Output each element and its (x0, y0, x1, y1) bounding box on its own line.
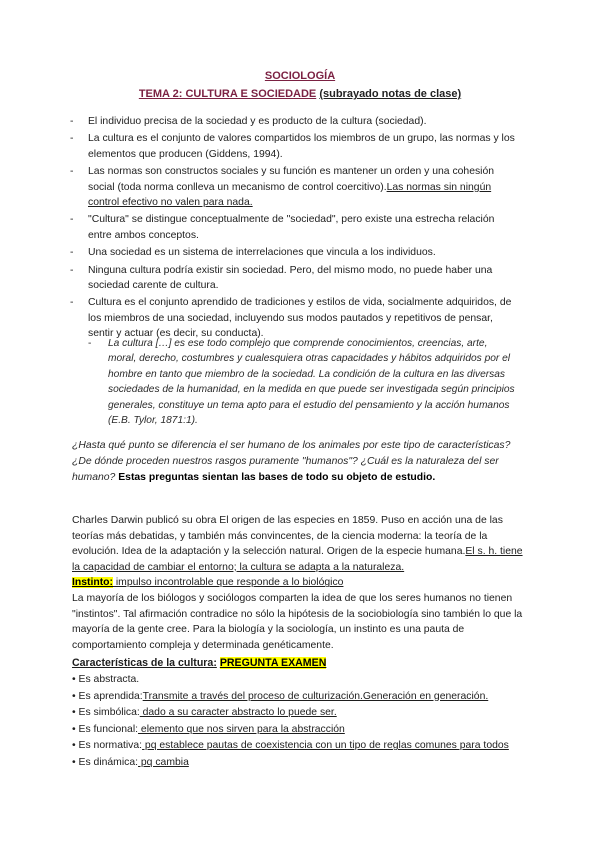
list-item: • Es simbólica: dado a su caracter abstracto lo puede ser. (72, 707, 337, 719)
question-conclusion: Estas preguntas sientan las bases de todo su objeto de estudio. (118, 472, 436, 483)
list-item: - Ninguna cultura podría existir sin sociedad. Pero, del mismo modo, no puede haber una sociedad carente de cultura. (88, 263, 518, 294)
bullet-list (88, 114, 518, 344)
instinto-definition: impulso incontrolable que responde a lo biológico (112, 577, 344, 589)
instinto-paragraph: La mayoría de los biólogos y sociólogos comparten la idea de que los seres humanos no tienen "instintos". Tal afirmación contradice no sólo la hipótesis de la sociobiología sino también lo que la mayoría de la gente cree. Para la biología y la sociología, un instinto es una pauta de comportamiento compleja y determinada genéticamente. (72, 592, 523, 651)
question-paragraph (72, 438, 532, 486)
list-item: - "Cultura" se distingue conceptualmente de "sociedad", pero existe una estrecha relación entre ambos conceptos. (88, 212, 518, 243)
instinto-label: Instinto: (72, 577, 113, 589)
list-item: - Cultura es el conjunto aprendido de tradiciones y estilos de vida, socialmente adquiridos, de los miembros de una sociedad, incluyendo sus modos pautados y repetitivos de pensar, sentir y actuar (es decir, su conducta). (88, 295, 518, 341)
darwin-paragraph (72, 513, 532, 653)
list-item: • Es normativa: pq establece pautas de coexistencia con un tipo de reglas comunes para todos (72, 740, 509, 752)
list-item: - Una sociedad es un sistema de interrelaciones que vincula a los individuos. (88, 245, 518, 260)
darwin-underlined: El s. h. tiene la capacidad de cambiar el entorno; la cultura se adapta a la naturaleza. (72, 546, 523, 573)
quote-text: La cultura […] es ese todo complejo que comprende conocimientos, creencias, arte, moral, derecho, costumbres y cualesquiera otras capacidades y hábitos adquiridos por el hombre en tanto que miembro de la sociedad. La condición de la cultura en las diversas sociedades de la humanidad, en la medida en que puede ser investigada según principios generales, constituye un tema apto para el estudio del pensamiento y la acción humanos (E.B. Tylor, 1871:1). (108, 338, 515, 427)
exam-badge: PREGUNTA EXAMEN (219, 657, 327, 669)
darwin-text: Charles Darwin publicó su obra El origen de las especies en 1859. Puso en acción una de las teorías más debatidas, y también más convincentes, de la ciencia moderna: la teoría de la evolución. Idea de la adaptación y la selección natural. Origen de la especie humana. (72, 515, 503, 558)
subtitle-note: (subrayado notas de clase) (319, 88, 462, 100)
list-item: - La cultura es el conjunto de valores compartidos los miembros de un grupo, las normas y los elementos que producen (Giddens, 1994). (88, 131, 518, 162)
caracteristicas-heading: Características de la cultura: PREGUNTA EXAMEN (72, 657, 327, 669)
page-subtitle (0, 88, 600, 100)
list-item: • Es funcional: elemento que nos sirven para la abstracción (72, 723, 345, 735)
underlined-note: Las normas sin ningún control efectivo no valen para nada. (88, 181, 492, 209)
list-item: • Es aprendida:Transmite a través del proceso de culturización.Generación en generación. (72, 690, 489, 702)
subtitle-main: TEMA 2: CULTURA E SOCIEDADE (138, 88, 317, 100)
caracteristicas-list (72, 672, 532, 772)
list-item: - El individuo precisa de la sociedad y es producto de la cultura (sociedad). (88, 114, 518, 129)
list-item: • Es abstracta. (72, 674, 140, 685)
tylor-quote: - La cultura […] es ese todo complejo que comprende conocimientos, creencias, arte, moral, derecho, costumbres y cualesquiera otras capacidades y hábitos adquiridos por el hombre en tanto que miembro de la sociedad. La condición de la cultura en las diversas sociedades de la humanidad, en la medida en que puede ser investigada según principios generales, constituye un tema apto para el estudio del pensamiento y la acción humanos (E.B. Tylor, 1871:1). (88, 338, 515, 427)
question-text: ¿Hasta qué punto se diferencia el ser humano de los animales por este tipo de características? ¿De dónde proceden nuestros rasgos puramente "humanos"? ¿Cuál es la naturaleza del ser humano? (72, 440, 511, 483)
list-item: - Las normas son constructos sociales y su función es mantener un orden y una cohesión social (toda norma conlleva un mecanismo de control coercitivo).Las normas sin ningún control efectivo no valen para nada. (88, 164, 518, 210)
page-title: SOCIOLOGÍA (264, 70, 336, 82)
list-item: • Es dinámica: pq cambia (72, 756, 189, 768)
